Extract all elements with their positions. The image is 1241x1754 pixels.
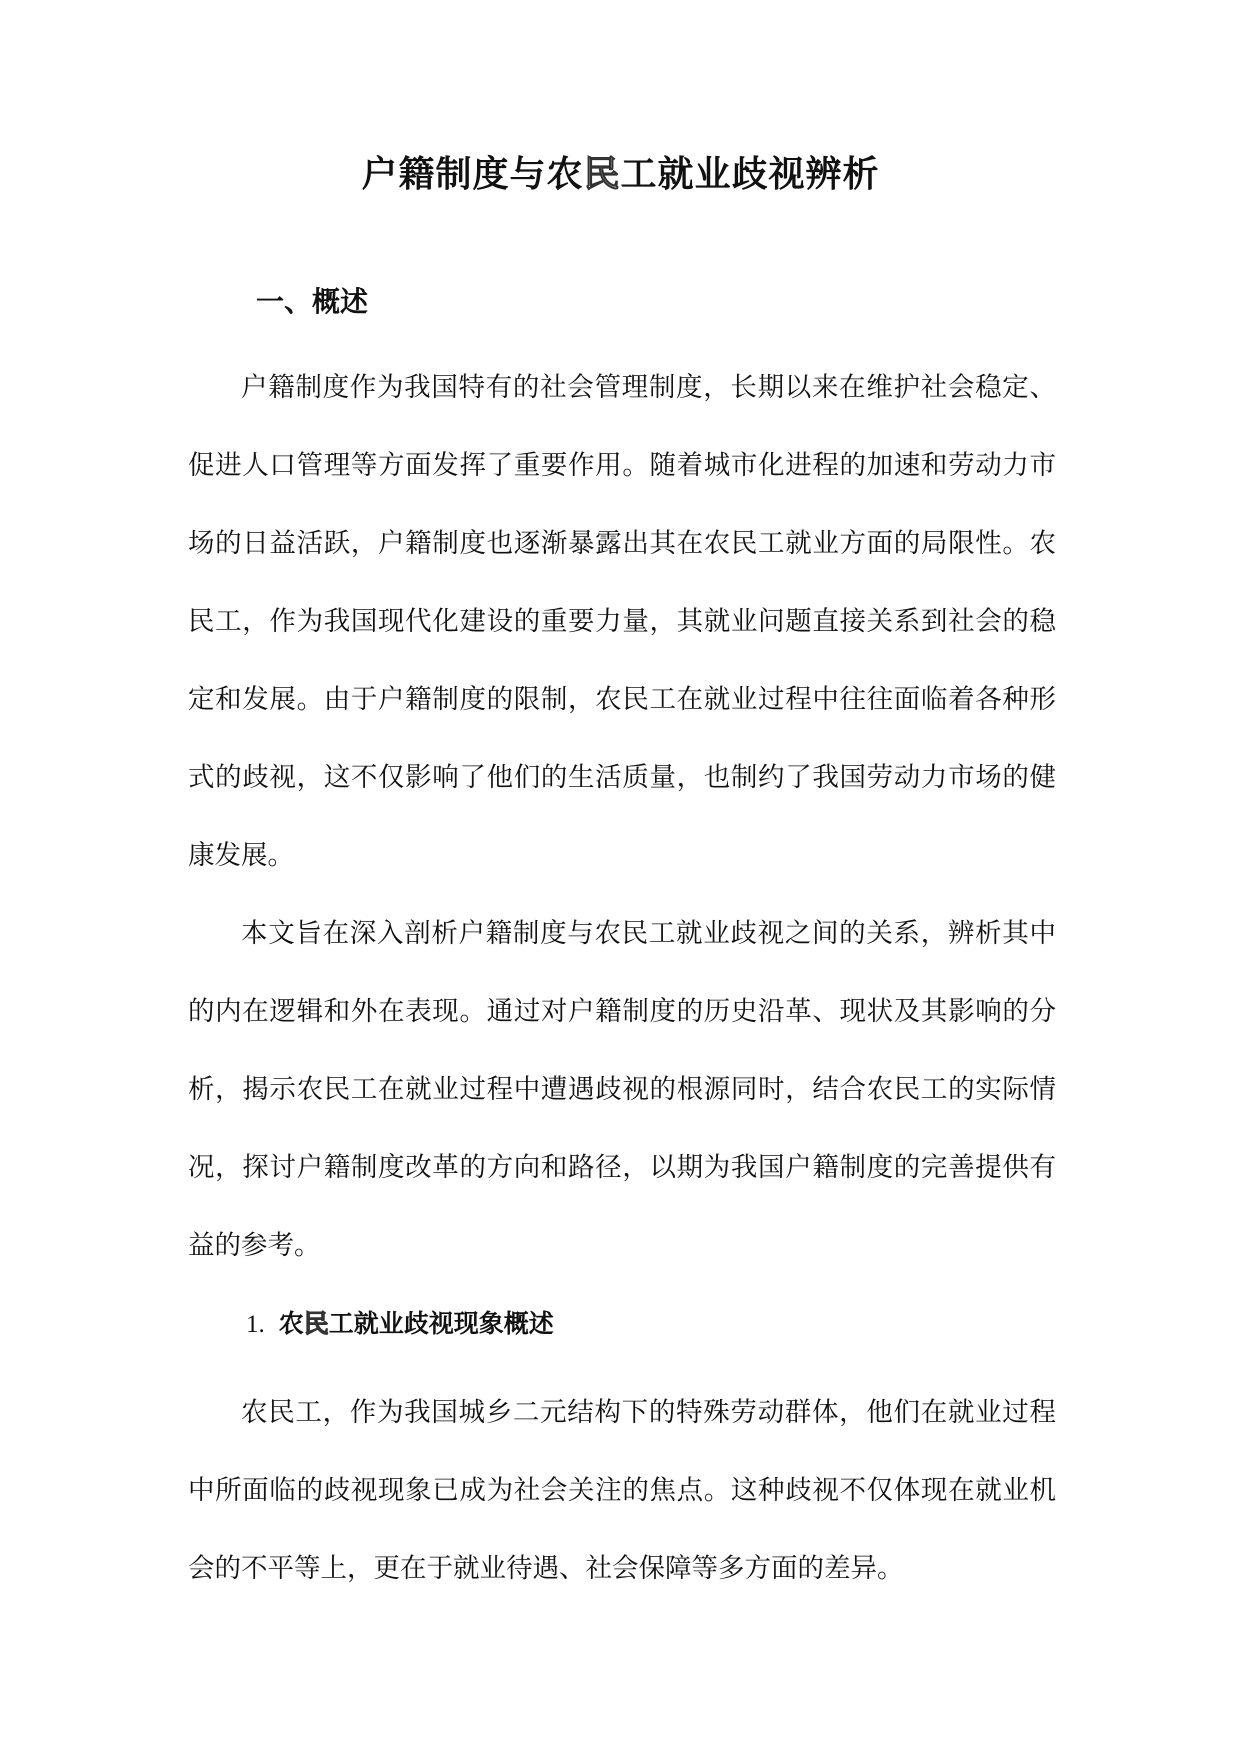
overview-paragraph-2: 本文旨在深入剖析户籍制度与农民工就业歧视之间的关系，辨析其中的内在逻辑和外在表现。通过对户籍制度的历史沿革、现状及其影响的分析，揭示农民工在就业过程中遭遇歧视的根源同时，结合农民工的实际情况，探讨户籍制度改革的方向和路径，以期为我国户籍制度的完善提供有益的参考。 bbox=[188, 918, 1056, 1261]
title-text-start: 户籍制度与农 bbox=[361, 154, 584, 195]
title-text-end: 工就业歧视辨析 bbox=[620, 154, 880, 195]
subsection-number: 1. bbox=[246, 1311, 265, 1338]
overview-paragraph-1: 户籍制度作为我国特有的社会管理制度，长期以来在维护社会稳定、促进人口管理等方面发挥了重要作用。随着城市化进程的加速和劳动力市场的日益活跃，户籍制度也逐渐暴露出其在农民工就业方面的局限性。农民工，作为我国现代化建设的重要力量，其就业问题直接关系到社会的稳定和发展。由于户籍制度的限制，农民工在就业过程中往往面临着各种形式的歧视，这不仅影响了他们的生活质量，也制约了我国劳动力市场的健康发展。 bbox=[188, 372, 1056, 871]
subsection-text-end: 工就业歧视现象概述 bbox=[328, 1309, 554, 1338]
subsection-paragraph-1: 农民工，作为我国城乡二元结构下的特殊劳动群体，他们在就业过程中所面临的歧视现象已成为社会关注的焦点。这种歧视不仅体现在就业机会的不平等上，更在于就业待遇、社会保障等多方面的差异。 bbox=[188, 1397, 1056, 1584]
document-title bbox=[0, 150, 1241, 200]
subsection-text-start: 农 bbox=[278, 1309, 304, 1338]
section-heading-overview: 一、概述 bbox=[256, 285, 369, 318]
title-outlined-character: 民 bbox=[583, 154, 621, 195]
subsection-heading-1 bbox=[246, 1306, 554, 1343]
subsection-outlined-character: 民 bbox=[303, 1309, 329, 1338]
